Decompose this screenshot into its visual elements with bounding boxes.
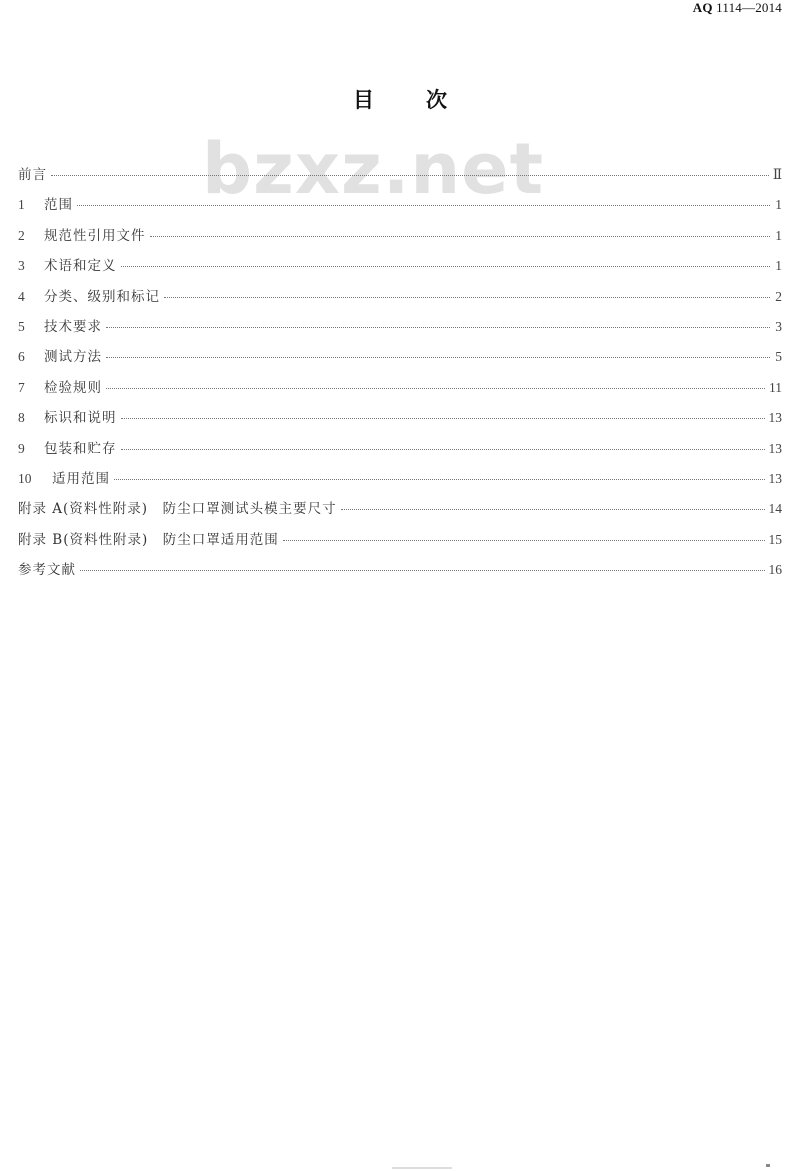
toc-entry-page: Ⅱ	[772, 167, 782, 182]
toc-entry-page: 5	[775, 349, 782, 365]
standard-code	[693, 0, 782, 16]
toc-entry-label: 附录 B(资料性附录) 防尘口罩适用范围	[18, 531, 279, 548]
toc-entry-page: 16	[768, 562, 782, 578]
toc-entry-bibliography[interactable]	[18, 558, 782, 588]
toc-entry-packaging[interactable]	[18, 437, 782, 467]
toc-entry-page: 3	[775, 318, 782, 334]
table-of-contents	[18, 163, 782, 588]
standard-number: 1114—2014	[716, 0, 782, 15]
page-title: 目次	[353, 88, 499, 112]
dot-leader	[106, 357, 770, 358]
toc-entry-marking[interactable]	[18, 406, 782, 436]
toc-entry-scope[interactable]	[18, 193, 782, 223]
toc-entry-number: 4	[18, 288, 25, 304]
toc-entry-technical-requirements[interactable]	[18, 315, 782, 345]
dot-leader	[121, 266, 771, 267]
toc-entry-number: 8	[18, 410, 25, 426]
toc-entry-label: 检验规则	[44, 379, 102, 396]
footer-rule	[392, 1167, 452, 1169]
toc-entry-inspection-rules[interactable]	[18, 376, 782, 406]
dot-leader	[121, 418, 765, 419]
toc-entry-label: 前言	[18, 167, 47, 183]
toc-entry-number: 2	[18, 227, 25, 243]
toc-entry-foreword[interactable]	[18, 163, 782, 193]
toc-entry-label: 测试方法	[44, 349, 102, 366]
toc-entry-page: 14	[768, 501, 782, 517]
dot-leader	[121, 449, 765, 450]
toc-entry-label: 标识和说明	[44, 410, 117, 427]
toc-entry-label: 包装和贮存	[44, 440, 117, 457]
toc-entry-label: 范围	[44, 197, 73, 214]
toc-entry-label: 适用范围	[52, 470, 110, 487]
dot-leader	[164, 297, 770, 298]
toc-entry-application-scope[interactable]	[18, 467, 782, 497]
toc-entry-terms[interactable]	[18, 254, 782, 284]
corner-mark	[766, 1164, 770, 1167]
toc-entry-page: 1	[775, 197, 782, 213]
toc-entry-page: 2	[775, 288, 782, 304]
toc-entry-appendix-b[interactable]	[18, 528, 782, 558]
dot-leader	[150, 236, 771, 237]
toc-entry-number: 9	[18, 440, 25, 456]
toc-entry-page: 11	[769, 379, 782, 395]
toc-entry-page: 13	[768, 440, 782, 456]
toc-entry-label: 规范性引用文件	[44, 227, 146, 244]
dot-leader	[283, 540, 765, 541]
toc-entry-number: 5	[18, 318, 25, 334]
toc-entry-test-methods[interactable]	[18, 345, 782, 375]
toc-entry-label: 附录 A(资料性附录) 防尘口罩测试头模主要尺寸	[18, 501, 337, 518]
toc-entry-number: 1	[18, 197, 25, 213]
watermark: bzxz.net	[202, 128, 545, 210]
toc-entry-page: 15	[768, 531, 782, 547]
dot-leader	[106, 388, 765, 389]
toc-entry-label: 术语和定义	[44, 258, 117, 275]
toc-entry-page: 1	[775, 258, 782, 274]
toc-entry-number: 7	[18, 379, 25, 395]
toc-entry-page: 13	[768, 410, 782, 426]
dot-leader	[106, 327, 770, 328]
toc-entry-label: 技术要求	[44, 318, 102, 335]
dot-leader	[114, 479, 765, 480]
toc-entry-number: 10	[18, 470, 32, 486]
toc-entry-label: 分类、级别和标记	[44, 288, 160, 305]
toc-entry-number: 3	[18, 258, 25, 274]
dot-leader	[77, 205, 770, 206]
standard-prefix: AQ	[692, 0, 713, 15]
dot-leader	[51, 175, 769, 176]
toc-entry-page: 13	[768, 470, 782, 486]
toc-entry-classification[interactable]	[18, 285, 782, 315]
toc-entry-appendix-a[interactable]	[18, 497, 782, 527]
toc-entry-number: 6	[18, 349, 25, 365]
toc-entry-label: 参考文献	[18, 562, 76, 579]
dot-leader	[341, 509, 765, 510]
toc-entry-normative-references[interactable]	[18, 224, 782, 254]
dot-leader	[80, 570, 765, 571]
toc-entry-page: 1	[775, 227, 782, 243]
